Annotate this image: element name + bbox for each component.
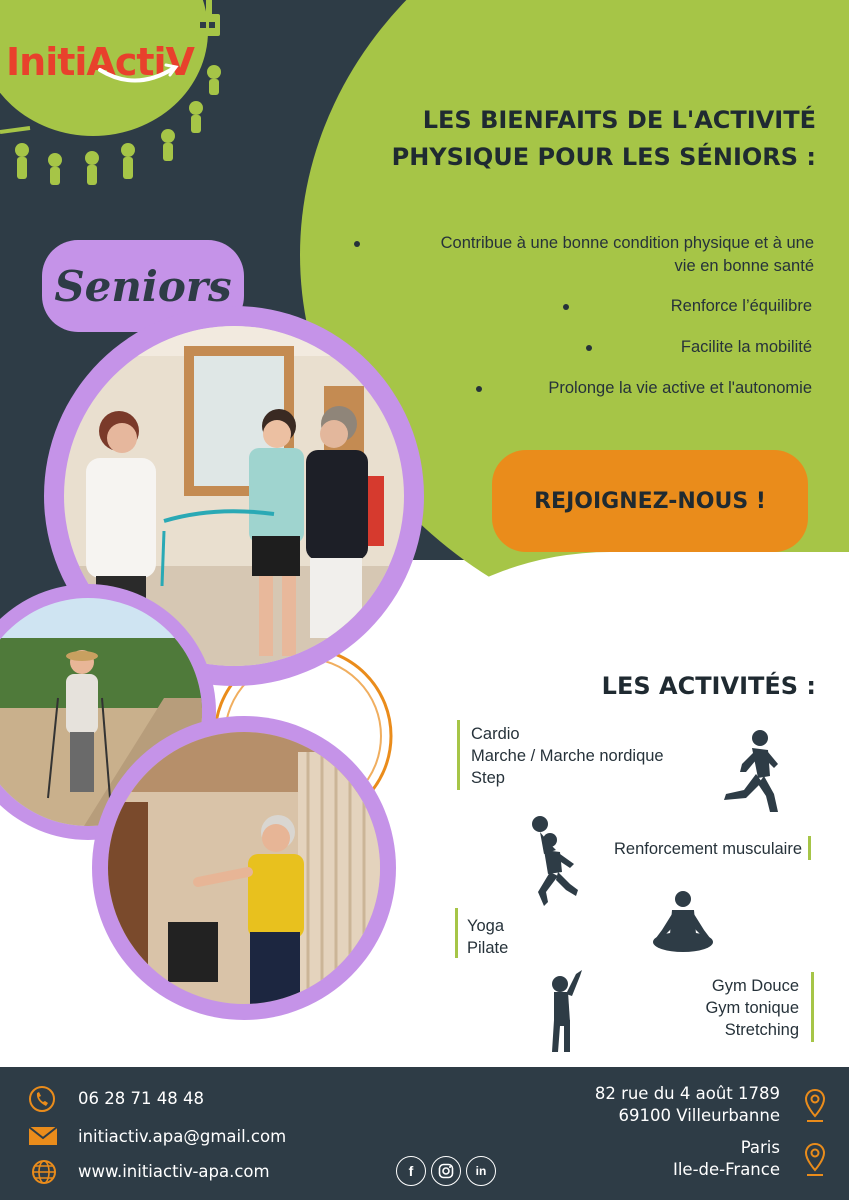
bullet-dot <box>476 386 482 392</box>
bullet-dot <box>563 304 569 310</box>
footer-website[interactable]: www.initiactiv-apa.com <box>78 1162 270 1181</box>
benefit-item-3: Facilite la mobilité <box>680 338 812 356</box>
logo-text-part1: Initi <box>6 40 87 84</box>
join-us-button[interactable]: REJOIGNEZ-NOUS ! <box>492 450 808 552</box>
benefit-item-1-line1: Contribue à une bonne condition physique et à une <box>440 234 814 252</box>
email-icon <box>28 1126 58 1146</box>
activity-line: Pilate <box>467 939 509 957</box>
activity-line: Renforcement musculaire <box>614 840 802 858</box>
benefits-heading-line2: PHYSIQUE POUR LES SÉNIORS : <box>391 143 816 171</box>
phone-icon <box>28 1085 56 1113</box>
activities-heading: LES ACTIVITÉS : <box>601 672 816 700</box>
footer-phone[interactable]: 06 28 71 48 48 <box>78 1089 204 1108</box>
benefits-heading-line1: LES BIENFAITS DE L'ACTIVITÉ <box>422 106 816 134</box>
footer-region-line2: Ile-de-France <box>672 1160 780 1179</box>
benefit-item-1-line2: vie en bonne santé <box>674 257 814 275</box>
footer-address-line1: 82 rue du 4 août 1789 <box>594 1084 780 1103</box>
activity-group-cardio <box>471 723 664 789</box>
runner-icon <box>716 728 782 814</box>
activity-line: Stretching <box>724 1021 799 1039</box>
location-pin-icon <box>804 1142 826 1178</box>
activity-line: Marche / Marche nordique <box>471 747 664 765</box>
bullet-dot <box>354 241 360 247</box>
bullet-dot <box>586 345 592 351</box>
stretching-icon <box>546 968 586 1054</box>
activity-line: Yoga <box>467 917 505 935</box>
activity-line: Gym tonique <box>705 999 799 1017</box>
linkedin-icon[interactable]: in <box>466 1156 496 1186</box>
logo-text-part2: ActiV <box>86 40 194 84</box>
globe-icon <box>30 1158 58 1186</box>
footer-address-line2: 69100 Villeurbanne <box>618 1106 780 1125</box>
activity-accent-bar <box>811 972 814 1042</box>
facebook-icon[interactable]: f <box>396 1156 426 1186</box>
benefit-item-1 <box>380 232 814 278</box>
benefit-item-2: Renforce l’équilibre <box>670 297 812 315</box>
activity-line: Cardio <box>471 725 520 743</box>
activity-accent-bar <box>808 836 811 860</box>
activity-line: Gym Douce <box>711 977 799 995</box>
footer-address <box>560 1083 780 1127</box>
logo-figures-icon <box>0 0 240 190</box>
activity-accent-bar <box>455 908 458 958</box>
activity-line: Step <box>471 769 505 787</box>
instagram-icon[interactable] <box>431 1156 461 1186</box>
benefits-heading <box>380 102 816 176</box>
footer-email[interactable]: initiactiv.apa@gmail.com <box>78 1127 287 1146</box>
seniors-label: Seniors <box>54 261 232 311</box>
activity-group-gym <box>640 975 799 1041</box>
stretching-photo <box>108 732 380 1004</box>
activity-group-yoga <box>467 915 508 959</box>
meditation-icon <box>652 890 714 956</box>
footer-region <box>560 1137 780 1181</box>
activity-group-strength <box>594 838 802 860</box>
benefit-item-4: Prolonge la vie active et l'autonomie <box>548 379 812 397</box>
logo-smile-icon <box>96 62 182 92</box>
activity-accent-bar <box>457 720 460 790</box>
footer-region-line1: Paris <box>740 1138 780 1157</box>
basketball-player-icon <box>526 814 580 910</box>
location-pin-icon <box>804 1088 826 1124</box>
